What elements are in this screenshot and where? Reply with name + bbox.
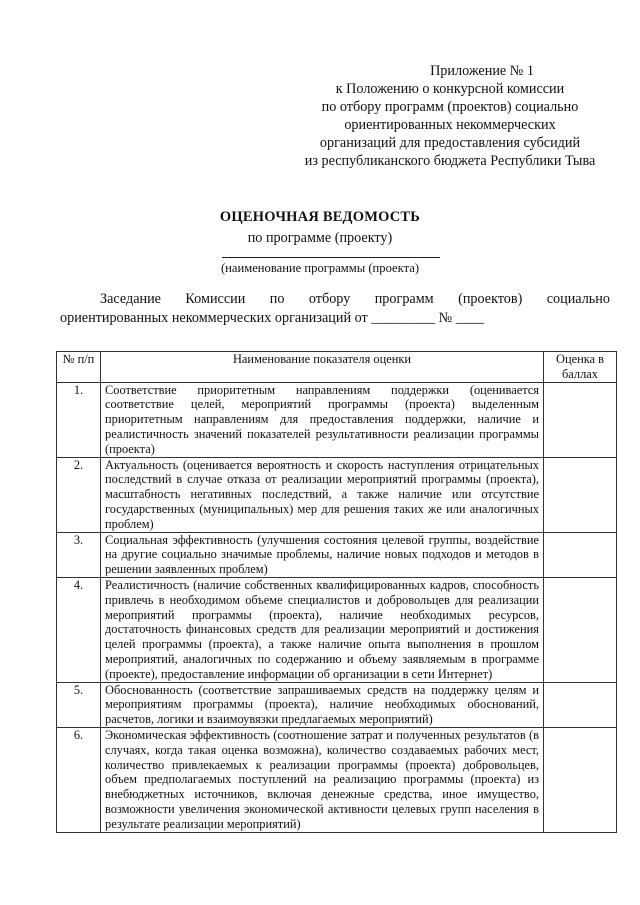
document-subtitle: по программе (проекту) [247,230,393,246]
meeting-word: Комиссии [185,291,246,307]
meeting-word: по [269,291,285,307]
program-name-line [222,257,440,258]
row-number: 1. [57,382,101,457]
appendix-line: Приложение № 1 [430,63,534,79]
row-number: 3. [57,532,101,577]
row-score-cell[interactable] [544,577,617,682]
row-indicator: Обоснованность (соответствие запрашиваемых средств на поддержку целям и мероприятиям программы (проекта), наличие необходимых обоснований, расчетов, логики и взаимоувязки предлагаемых мероприятий) [101,682,544,727]
evaluation-table [56,351,617,833]
row-indicator: Актуальность (оценивается вероятность и скорость наступления отрицательных последствий в случае отказа от реализации мероприятий программы (проекта), масштабность негативных последствий, а также наличие или отсутствие государственных (муниципальных) мер для решения таких же или аналогичных проблем) [101,457,544,532]
row-score-cell[interactable] [544,682,617,727]
appendix-line: ориентированных некоммерческих [344,117,556,133]
appendix-line: организаций для предоставления субсидий [319,135,581,151]
row-indicator: Социальная эффективность (улучшения состояния целевой группы, воздействие на другие социально значимые проблемы, наличие новых подходов и методов в решении заявленных проблем) [101,532,544,577]
table-header-row [57,352,617,383]
header-indicator-name: Наименование показателя оценки [101,352,544,383]
row-number: 4. [57,577,101,682]
appendix-line: к Положению о конкурсной комиссии [335,81,565,97]
row-score-cell[interactable] [544,727,617,832]
table-row [57,532,617,577]
row-number: 6. [57,727,101,832]
program-name-caption: (наименование программы (проекта) [220,261,420,275]
table-row [57,577,617,682]
appendix-line: по отбору программ (проектов) социально [321,99,579,115]
table-row [57,382,617,457]
meeting-line-1 [60,290,610,309]
meeting-line-2: ориентированных некоммерческих организаций от _________ № ____ [60,310,485,326]
meeting-word: социально [546,291,610,307]
meeting-word: (проектов) [458,291,523,307]
row-number: 2. [57,457,101,532]
table-row [57,457,617,532]
meeting-word: Заседание [100,291,161,307]
header-score: Оценка в баллах [544,352,617,383]
row-indicator: Экономическая эффективность (соотношение затрат и полученных результатов (в случаях, когда такая оценка возможна), количество создаваемых рабочих мест, количество привлекаемых к реализации программы (проекта) добровольцев, объем предполагаемых поступлений на реализацию программы (проекта) из внебюджетных источников, включая денежные средства, иное имущество, возможности увеличения экономической активности целевых групп населения в результате реализации мероприятий) [101,727,544,832]
meeting-word: отбору [308,291,351,307]
header-number: № п/п [57,352,101,383]
meeting-word: программ [374,291,434,307]
appendix-line: из республиканского бюджета Республики Тыва [304,153,596,169]
row-score-cell[interactable] [544,457,617,532]
row-score-cell[interactable] [544,532,617,577]
row-number: 5. [57,682,101,727]
document-title: ОЦЕНОЧНАЯ ВЕДОМОСТЬ [219,209,421,225]
meeting-paragraph [60,290,610,328]
row-indicator: Реалистичность (наличие собственных квалифицированных кадров, способность привлечь в необходимом объеме специалистов и добровольцев для реализации мероприятий программы (проекта), наличие необходимых ресурсов, достаточность финансовых средств для реализации мероприятий и достижения целей программы (проекта), а также наличие опыта выполнения в прошлом мероприятий, аналогичных по содержанию и объему заявляемым в программе (проекте), предоставление информации об организации в сети Интернет) [101,577,544,682]
table-row [57,682,617,727]
table-row [57,727,617,832]
row-indicator: Соответствие приоритетным направлениям поддержки (оценивается соответствие целей, мероприятий программы (проекта) выделенным приоритетным направлениям для предоставления поддержки, наличие и реалистичность значений показателей результативности реализации программы (проекта) [101,382,544,457]
appendix-block [270,62,630,170]
row-score-cell[interactable] [544,382,617,457]
